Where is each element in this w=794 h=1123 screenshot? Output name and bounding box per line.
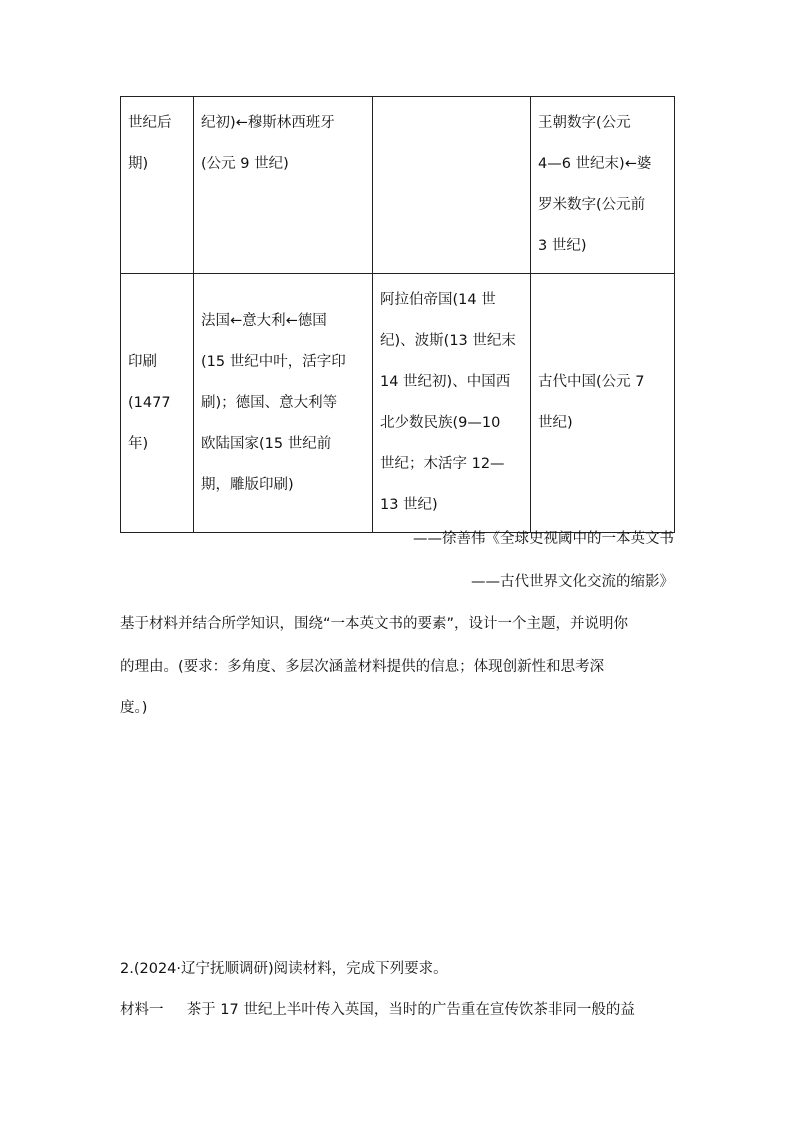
table-cell	[121, 97, 194, 274]
table-cell	[194, 97, 373, 274]
cell-text: 世纪后	[128, 115, 172, 131]
history-table	[120, 96, 675, 533]
cell-text: (1477	[128, 394, 171, 411]
cell-text: 纪初)←穆斯林西班牙	[201, 115, 335, 131]
table-row	[121, 274, 675, 533]
cell-text: 期)	[128, 156, 149, 172]
table-cell	[373, 274, 531, 533]
source-citation-line: ——徐善伟《全球史视阈中的一本英文书	[413, 531, 674, 547]
material-label: 材料一	[120, 1002, 164, 1018]
cell-text: 纪)、波斯(13 世纪末	[380, 333, 516, 349]
cell-text: 刷)；德国、意大利等	[201, 394, 338, 411]
cell-text: 世纪；木活字 12—	[380, 456, 505, 472]
table-cell	[373, 97, 531, 274]
cell-text: 14 世纪初)、中国西	[380, 374, 511, 390]
table-cell	[121, 274, 194, 533]
cell-text: 3 世纪)	[538, 238, 587, 254]
cell-text: 13 世纪)	[380, 497, 438, 513]
cell-text: 4—6 世纪末)←婆	[538, 156, 652, 172]
material-paragraph	[120, 998, 674, 1019]
cell-text: 印刷	[128, 353, 157, 370]
next-question-header: 2.(2024·辽宁抚顺调研)阅读材料，完成下列要求。	[120, 961, 448, 977]
table-cell	[531, 274, 675, 533]
question-text: 的理由。(要求：多角度、多层次涵盖材料提供的信息；体现创新性和思考深	[120, 659, 605, 675]
question-text: 基于材料并结合所学知识，围绕“一本英文书的要素”，设计一个主题，并说明你	[120, 616, 629, 632]
table-row	[121, 97, 675, 274]
table-cell	[531, 97, 675, 274]
cell-text: (公元 9 世纪)	[201, 156, 289, 172]
cell-text: (15 世纪中叶，活字印	[201, 353, 346, 370]
cell-text: 期，雕版印刷)	[201, 476, 294, 493]
table-cell	[194, 274, 373, 533]
cell-text: 世纪)	[538, 415, 573, 431]
source-citation-line: ——古代世界文化交流的缩影》	[471, 574, 674, 590]
cell-text: 北少数民族(9—10	[380, 415, 501, 431]
cell-text: 阿拉伯帝国(14 世	[380, 292, 496, 308]
cell-text: 古代中国(公元 7	[538, 374, 645, 390]
cell-text: 欧陆国家(15 世纪前	[201, 435, 332, 452]
cell-text: 王朝数字(公元	[538, 115, 631, 131]
cell-text: 法国←意大利←德国	[201, 312, 327, 329]
question-text: 度。)	[120, 700, 148, 716]
cell-text: 罗米数字(公元前	[538, 197, 646, 213]
cell-text: 年)	[128, 435, 149, 452]
material-text: 茶于 17 世纪上半叶传入英国，当时的广告重在宣传饮茶非同一般的益	[186, 1002, 635, 1018]
